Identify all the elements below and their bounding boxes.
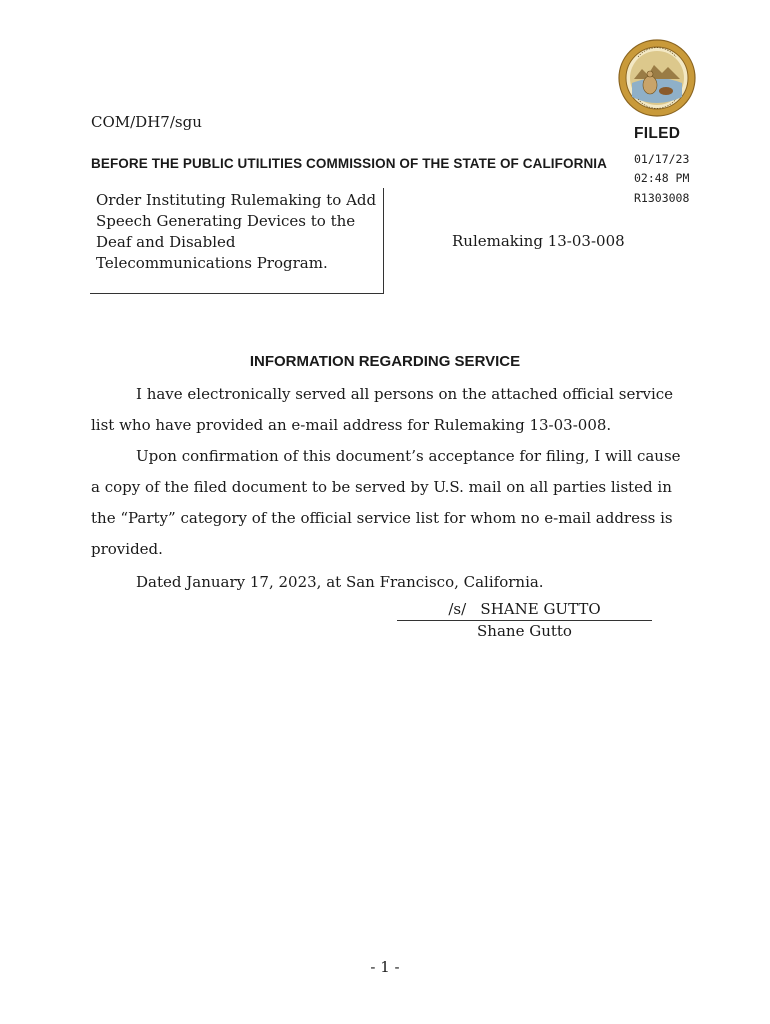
paragraph-dated	[91, 567, 681, 598]
rulemaking-number: Rulemaking 13-03-008	[452, 232, 625, 250]
document-id: COM/DH7/sgu	[91, 113, 202, 131]
state-seal-emblem	[618, 39, 696, 117]
page-number: - 1 -	[370, 958, 400, 976]
commission-heading: BEFORE THE PUBLIC UTILITIES COMMISSION OF THE STATE OF CALIFORNIA	[91, 156, 607, 171]
paragraph-text: Dated January 17, 2023, at San Francisco, California.	[136, 573, 544, 591]
filed-label: FILED	[634, 125, 681, 142]
section-title: INFORMATION REGARDING SERVICE	[249, 353, 521, 370]
paragraph-text: Upon confirmation of this document’s acceptance for filing, I will cause a copy of the filed document to be served by U.S. mail on all parties listed in the “Party” category of the official service list for whom no e-mail address is provided.	[91, 447, 681, 558]
signature-name: Shane Gutto	[477, 622, 572, 640]
signature-line	[397, 620, 652, 621]
filed-date: 01/17/23	[634, 152, 690, 166]
filed-number: R1303008	[634, 191, 690, 205]
paragraph-mail-service	[91, 441, 681, 565]
signature-signed: /s/ SHANE GUTTO	[448, 600, 601, 618]
filed-time: 02:48 PM	[634, 171, 690, 185]
caption-title: Order Instituting Rulemaking to Add Speech Generating Devices to the Deaf and Disabled Telecommunications Program.	[96, 191, 377, 272]
paragraph-text: I have electronically served all persons on the attached official service list who have provided an e-mail address for Rulemaking 13-03-008.	[91, 385, 674, 434]
paragraph-electronic-service	[91, 379, 681, 441]
